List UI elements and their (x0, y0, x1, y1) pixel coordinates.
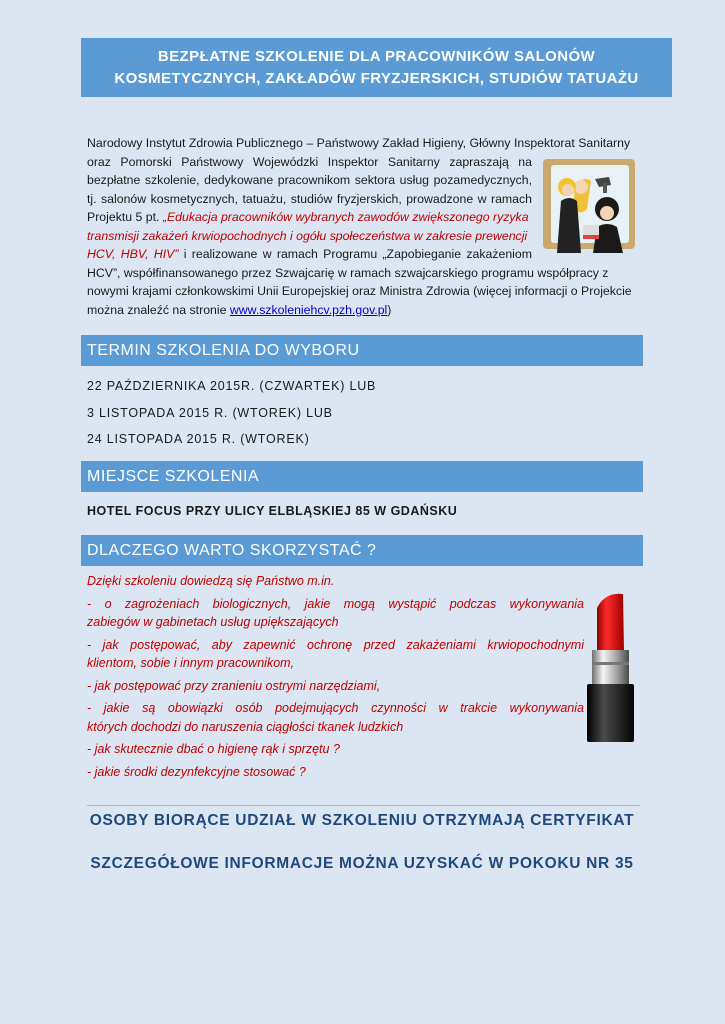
benefits-lead: Dzięki szkoleniu dowiedzą się Państwo m.in. (87, 574, 335, 588)
project-title: „Edukacja pracowników wybranych zawodów zwiększonego ryzyka (162, 210, 529, 224)
title-line-1: BEZPŁATNE SZKOLENIE DLA PRACOWNIKÓW SALONÓW (157, 47, 596, 65)
project-title: HCV, HBV, HIV” (87, 247, 179, 261)
list-item-line: zabiegów w gabinetach usług upiększających (87, 615, 339, 629)
intro-text: i realizowane w ramach Programu „Zapobieganie zakażeniom (178, 247, 532, 261)
divider (87, 805, 640, 806)
project-website-link[interactable]: www.szkoleniehcv.pzh.gov.pl (229, 302, 388, 317)
title-line-2: KOSMETYCZNYCH, ZAKŁADÓW FRYZJERSKICH, STUDIÓW TATUAŻU (114, 69, 639, 87)
intro-text: można znaleźć na stronie (87, 302, 230, 317)
list-item (87, 595, 584, 632)
hair-salon-illustration (537, 157, 639, 257)
list-item-line: - jakie są obowiązki osób podejmujących czynności w trakcie wykonywania (87, 701, 584, 715)
intro-line: bezpłatne szkolenie, dedykowane pracownikom sektora usług pozamedycznych, (87, 173, 532, 187)
termin-heading: TERMIN SZKOLENIA DO WYBORU (81, 335, 643, 366)
date-option: 24 LISTOPADA 2015 R. (WTOREK) (87, 432, 310, 446)
intro-line: oraz Pomorski Państwowy Wojewódzki Inspektor Sanitarny zapraszają na (87, 154, 532, 169)
dates-list (87, 376, 376, 456)
list-item: - jakie środki dezynfekcyjne stosować ? (87, 764, 306, 779)
miejsce-heading: MIEJSCE SZKOLENIA (81, 461, 643, 492)
project-title: transmisji zakażeń krwiopochodnych i ogółu społeczeństwa w zakresie prewencji (87, 228, 528, 243)
intro-line: tj. salonów kosmetycznych, tatuażu, studiów fryzjerskich, prowadzone w ramach (87, 191, 532, 206)
list-item-line: których dochodzi do naruszenia ciągłości tkanek ludzkich (87, 719, 404, 734)
intro-text: ) (387, 302, 392, 317)
intro-line: HCV”, współfinansowanego przez Szwajcarię w ramach szwajcarskiego programu współpracy z (87, 265, 609, 280)
intro-line: nowymi krajami członkowskimi Unii Europejskiej oraz Ministra Zdrowia (więcej informacji o Projekcie (87, 284, 632, 298)
certificate-note: OSOBY BIORĄCE UDZIAŁ W SZKOLENIU OTRZYMAJĄ CERTYFIKAT (89, 812, 635, 829)
date-option: 3 LISTOPADA 2015 R. (WTOREK) LUB (87, 405, 333, 420)
benefits-list (87, 572, 584, 785)
list-item-line: - jak postępować, aby zapewnić ochronę przed zakażeniami krwiopochodnymi (87, 637, 584, 652)
list-item (87, 636, 584, 673)
intro-line (87, 245, 532, 264)
lipstick-illustration (583, 590, 638, 745)
intro-line (87, 208, 532, 227)
list-item: - jak skutecznie dbać o higienę rąk i sprzętu ? (87, 742, 340, 756)
list-item-line: - o zagrożeniach biologicznych, jakie mogą wystąpić podczas wykonywania (87, 596, 584, 611)
list-item-line: klientom, sobie i innym pracownikom, (87, 656, 295, 670)
intro-line: Narodowy Instytut Zdrowia Publicznego – Państwowy Zakład Higieny, Główny Inspektorat Sanitarny (87, 136, 631, 150)
dlaczego-heading: DLACZEGO WARTO SKORZYSTAĆ ? (81, 535, 643, 566)
room-info: SZCZEGÓŁOWE INFORMACJE MOŻNA UZYSKAĆ W POKOKU NR 35 (90, 855, 634, 872)
date-option: 22 PAŹDZIERNIKA 2015R. (CZWARTEK) LUB (87, 379, 377, 393)
intro-line (87, 301, 639, 320)
list-item: - jak postępować przy zranieniu ostrymi narzędziami, (87, 678, 381, 693)
intro-text: Projektu 5 pt. (87, 210, 163, 224)
title-banner (81, 38, 672, 97)
list-item (87, 699, 584, 736)
venue-text: HOTEL FOCUS PRZY ULICY ELBLĄSKIEJ 85 W GDAŃSKU (87, 504, 458, 518)
